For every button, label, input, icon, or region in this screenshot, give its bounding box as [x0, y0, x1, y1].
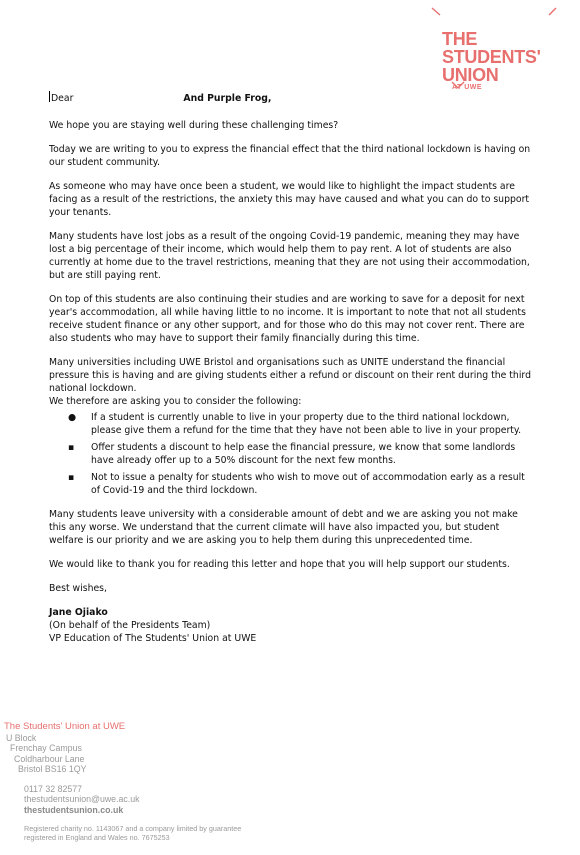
- bullet-icon: ▪: [68, 472, 75, 483]
- logo-line-1: THE STUDENTS': [442, 29, 541, 67]
- signatory-name: Jane Ojiako: [49, 607, 108, 618]
- address-line: U Block: [6, 732, 37, 743]
- footer-legal: [24, 824, 260, 842]
- list-item: [49, 471, 534, 497]
- ask-intro: We therefore are asking you to consider the following:: [49, 396, 302, 407]
- footer-contact: [24, 784, 260, 816]
- signature-block: [49, 606, 534, 645]
- salutation: [49, 91, 534, 105]
- legal-line: registered in England and Wales no. 7675253: [24, 833, 170, 842]
- signatory-behalf: (On behalf of the Presidents Team): [49, 620, 211, 631]
- list-item: [49, 441, 534, 467]
- letter-body[interactable]: [49, 91, 534, 645]
- bullet-icon: ▪: [68, 442, 75, 453]
- footer-email[interactable]: thestudentsunion@uwe.ac.uk: [24, 794, 140, 804]
- footer-phone: 0117 32 82577: [24, 783, 83, 794]
- request-text: Offer students a discount to help ease the financial pressure, we know that some landlords have already offer up to a 50% discount for the next few months.: [91, 442, 516, 466]
- paragraph-universities: Many universities including UWE Bristol and organisations such as UNITE understand the financial pressure this is having and are giving students either a refund or discount on their rent during the third national lockdown.: [49, 357, 531, 394]
- request-text: If a student is currently unable to live in your property due to the third national lockdown, please give them a refund for the time that they have not been able to live in your property.: [91, 412, 522, 436]
- text-cursor: [49, 91, 50, 102]
- signatory-title: VP Education of The Students' Union at UWE: [49, 633, 257, 644]
- logo-corner-mark-top-right: [549, 8, 556, 15]
- address-line: Coldharbour Lane: [14, 753, 85, 764]
- request-list: [49, 411, 534, 497]
- logo-corner-mark-top-left: [432, 8, 440, 15]
- paragraph-studies: On top of this students are also continuing their studies and are working to save for a deposit for next year's accommodation, all while having little to no income. It is important to note that not all students receive student finance or any other support, and for those who do this may not cover rent. There are also students who may have to support their family financially during this time.: [49, 294, 526, 344]
- letter-footer: [0, 722, 260, 842]
- paragraph-thanks: We would like to thank you for reading this letter and hope that you will help support our students.: [49, 559, 510, 570]
- paragraph-greeting: We hope you are staying well during these challenging times?: [49, 120, 339, 131]
- address-line: Bristol BS16 1QY: [18, 764, 87, 774]
- salutation-name: And Purple Frog,: [183, 93, 272, 104]
- request-text: Not to issue a penalty for students who wish to move out of accommodation early as a result of Covid-19 and the third lockdown.: [91, 472, 525, 496]
- paragraph-lost-jobs: Many students have lost jobs as a result of the ongoing Covid-19 pandemic, meaning they may have lost a big percentage of their income, which would help them to pay rent. A lot of students are also currently at home due to the travel restrictions, meaning that they are not using their accommodation, but are still paying rent.: [49, 231, 530, 281]
- logo-wordmark: [442, 30, 580, 92]
- signoff: Best wishes,: [49, 583, 107, 594]
- footer-org-name: The Students' Union at UWE: [4, 721, 126, 732]
- salutation-prefix: Dear: [51, 93, 74, 104]
- logo-line-2: UNION: [442, 65, 499, 85]
- footer-website[interactable]: thestudentsunion.co.uk: [24, 804, 124, 815]
- logo-line-3: AT UWE: [452, 84, 483, 91]
- paragraph-purpose: Today we are writing to you to express the financial effect that the third national lockdown is having on our student community.: [49, 144, 531, 168]
- footer-address: [6, 733, 260, 775]
- legal-line: Registered charity no. 1143067 and a company limited by guarantee: [24, 824, 242, 833]
- paragraph-impact: As someone who may have once been a student, we would like to highlight the impact students are facing as a result of the restrictions, the anxiety this may have caused and what you can do to support your tenants.: [49, 181, 530, 218]
- paragraph-debt: Many students leave university with a considerable amount of debt and we are asking you not make this any worse. We understand that the current climate will have also impacted you, but student welfare is our priority and we are asking you to help them during this unprecedented time.: [49, 509, 518, 546]
- bullet-icon: ●: [68, 412, 77, 423]
- list-item: [49, 411, 534, 437]
- address-line: Frenchay Campus: [10, 743, 82, 753]
